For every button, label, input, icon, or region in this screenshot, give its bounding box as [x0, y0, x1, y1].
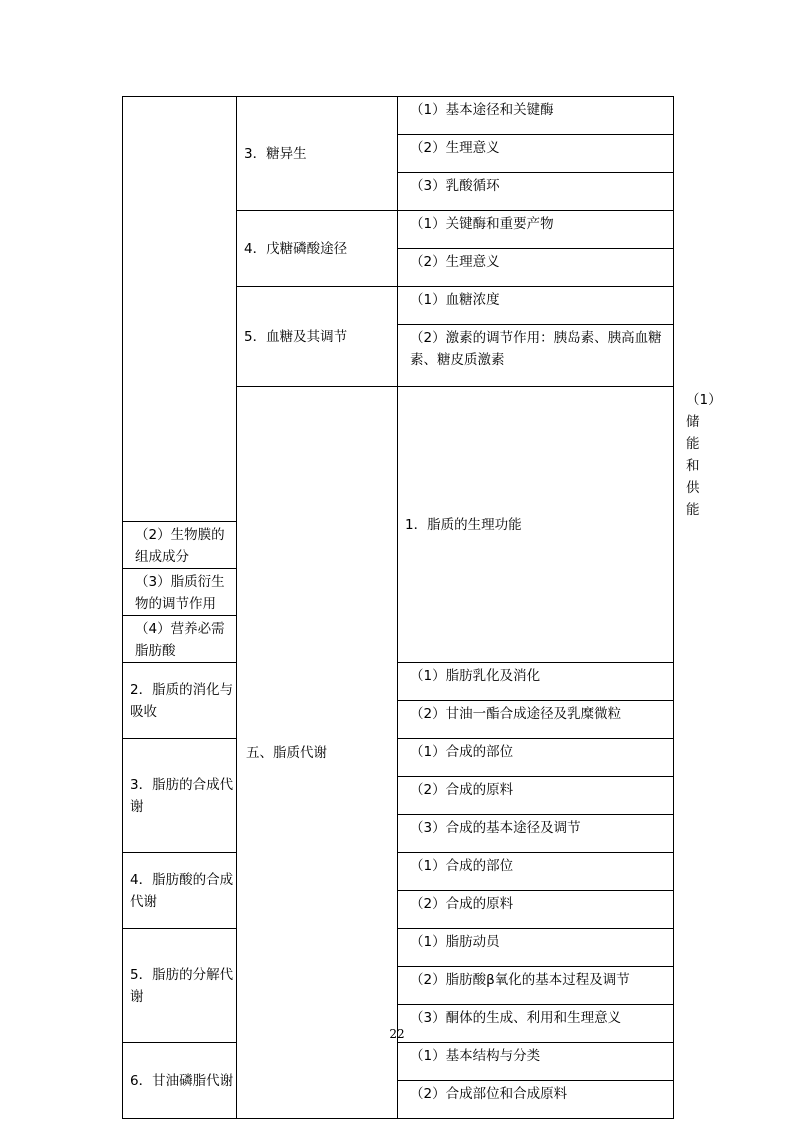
point-cell: （1）血糖浓度 [398, 287, 674, 325]
point-cell: （4）营养必需脂肪酸 [123, 616, 237, 663]
point-cell: （1）基本途径和关键酶 [398, 97, 674, 135]
point-cell: （3）合成的基本途径及调节 [398, 815, 674, 853]
syllabus-table [122, 96, 722, 1119]
point-cell: （2）生物膜的组成成分 [123, 522, 237, 569]
point-cell: （1）基本结构与分类 [398, 1043, 674, 1081]
point-cell: （2）生理意义 [398, 135, 674, 173]
point-cell: （2）激素的调节作用：胰岛素、胰高血糖素、糖皮质激素 [398, 325, 674, 387]
topic-cell: 2．脂质的消化与吸收 [123, 663, 237, 739]
point-cell: （2）合成部位和合成原料 [398, 1081, 674, 1119]
point-cell: （1）合成的部位 [398, 739, 674, 777]
point-cell: （2）合成的原料 [398, 891, 674, 929]
topic-cell: 4．戊糖磷酸途径 [237, 211, 398, 287]
point-cell: （1）关键酶和重要产物 [398, 211, 674, 249]
table-row: 五、脂质代谢 1．脂质的生理功能 （1）储能和供能 [123, 387, 674, 522]
topic-cell: 4．脂肪酸的合成代谢 [123, 853, 237, 929]
table-row [123, 929, 674, 967]
topic-cell: 3．脂肪的合成代谢 [123, 739, 237, 853]
point-cell: （2）脂肪酸β氧化的基本过程及调节 [398, 967, 674, 1005]
point-cell: （3）乳酸循环 [398, 173, 674, 211]
point-cell: （1）合成的部位 [398, 853, 674, 891]
table-row [123, 739, 674, 777]
point-cell: （1）脂肪动员 [398, 929, 674, 967]
table-row [123, 1043, 674, 1081]
point-cell: （2）合成的原料 [398, 777, 674, 815]
unit-cell [123, 97, 237, 522]
page-number: 22 [389, 1027, 405, 1041]
point-cell: （1）脂肪乳化及消化 [398, 663, 674, 701]
point-cell: （2）生理意义 [398, 249, 674, 287]
topic-cell: 6．甘油磷脂代谢 [123, 1043, 237, 1119]
table-row [123, 97, 674, 135]
table-row [123, 663, 674, 701]
topic-cell: 5．血糖及其调节 [237, 287, 398, 387]
topic-cell: 3．糖异生 [237, 97, 398, 211]
table-row [123, 853, 674, 891]
point-cell: （2）甘油一酯合成途径及乳糜微粒 [398, 701, 674, 739]
point-cell: （3）酮体的生成、利用和生理意义 [398, 1005, 674, 1043]
topic-cell: 1．脂质的生理功能 [398, 387, 674, 663]
unit-cell: 五、脂质代谢 [237, 387, 398, 1119]
topic-cell: 5．脂肪的分解代谢 [123, 929, 237, 1043]
point-cell: （3）脂质衍生物的调节作用 [123, 569, 237, 616]
